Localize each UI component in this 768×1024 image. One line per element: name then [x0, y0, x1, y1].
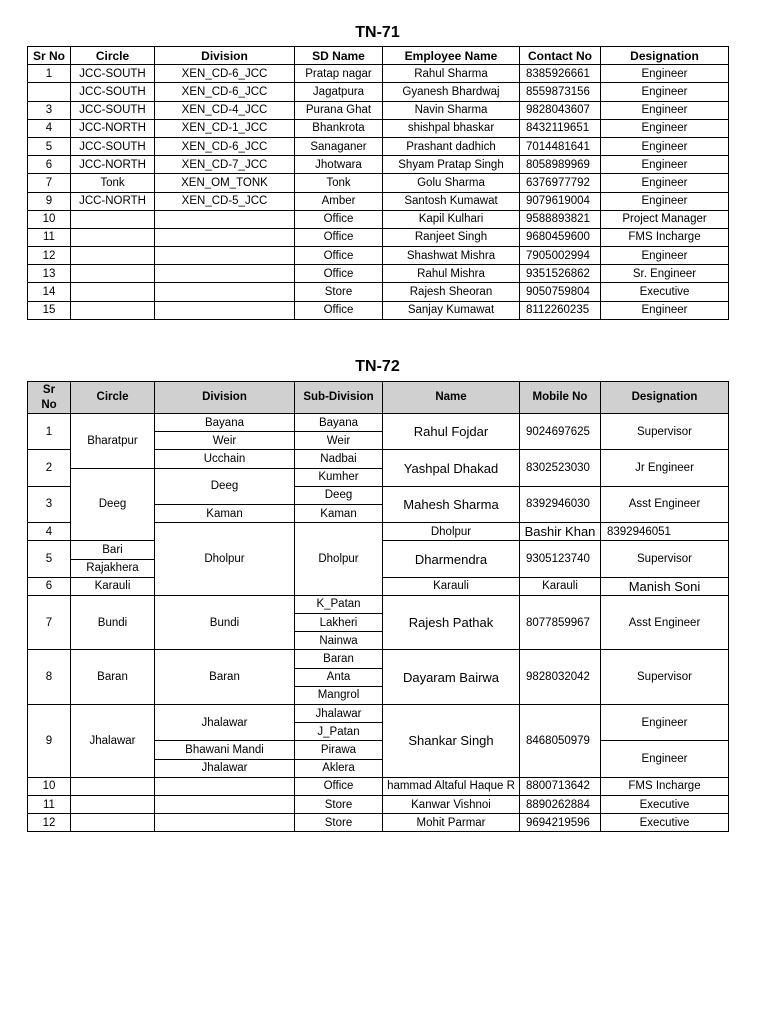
designation-cell: Engineer	[601, 301, 729, 319]
contact-no-cell: 8112260235	[520, 301, 601, 319]
division-cell: XEN_CD-7_JCC	[155, 156, 295, 174]
designation-cell: Engineer	[601, 137, 729, 155]
contact-no-cell: 8058989969	[520, 156, 601, 174]
sr-no-cell: 12	[28, 247, 71, 265]
subdivision-cell: Lakheri	[295, 614, 383, 632]
contact-no-cell: 9079619004	[520, 192, 601, 210]
designation-cell: FMS Incharge	[601, 777, 729, 795]
circle-cell: Bharatpur	[71, 414, 155, 469]
sr-no-cell	[28, 83, 71, 101]
name-cell: hammad Altaful Haque R	[383, 777, 520, 795]
table-row	[28, 65, 729, 83]
division-cell: Bundi	[155, 595, 295, 650]
subdivision-cell: Office	[295, 777, 383, 795]
header-contact-no: Contact No	[520, 47, 601, 65]
subdivision-cell: Store	[295, 814, 383, 832]
designation-cell: Executive	[601, 814, 729, 832]
designation-cell: Engineer	[601, 247, 729, 265]
tn71-body	[28, 65, 729, 320]
employee-name-cell: Ranjeet Singh	[383, 228, 520, 246]
employee-name-cell: Rahul Sharma	[383, 65, 520, 83]
employee-name-cell: Santosh Kumawat	[383, 192, 520, 210]
circle-cell	[71, 228, 155, 246]
table-row	[28, 795, 729, 813]
contact-no-cell: 9828043607	[520, 101, 601, 119]
employee-name-cell: Golu Sharma	[383, 174, 520, 192]
contact-no-cell: 9050759804	[520, 283, 601, 301]
sr-cell: 9	[28, 705, 71, 778]
circle-cell: Deeg	[71, 468, 155, 541]
division-cell: Baran	[155, 650, 295, 705]
sd-name-cell: Jhotwara	[295, 156, 383, 174]
header-sub-division: Sub-Division	[295, 382, 383, 414]
subdivision-cell: Kumher	[295, 468, 383, 486]
division-cell	[155, 228, 295, 246]
division-cell: Bayana	[155, 414, 295, 432]
designation-cell: Jr Engineer	[601, 450, 729, 486]
circle-cell: Baran	[71, 650, 155, 705]
division-cell	[155, 283, 295, 301]
circle-cell: Dholpur	[155, 523, 295, 596]
name-cell: Bashir Khan	[520, 523, 601, 541]
sr-cell: 10	[28, 777, 71, 795]
header-designation: Designation	[601, 382, 729, 414]
tn71-title: TN-71	[355, 24, 400, 41]
division-cell: Ucchain	[155, 450, 295, 468]
subdivision-cell: Karauli	[520, 577, 601, 595]
designation-cell: Executive	[601, 795, 729, 813]
table-row	[28, 814, 729, 832]
subdivision-cell: Dholpur	[383, 523, 520, 541]
subdivision-cell: K_Patan	[295, 595, 383, 613]
sr-no-cell: 9	[28, 192, 71, 210]
header-circle: Circle	[71, 47, 155, 65]
division-cell: Weir	[155, 432, 295, 450]
sr-no-cell: 13	[28, 265, 71, 283]
sd-name-cell: Office	[295, 247, 383, 265]
sr-cell: 12	[28, 814, 71, 832]
division-cell	[155, 247, 295, 265]
designation-cell: Engineer	[601, 741, 729, 777]
sd-name-cell: Tonk	[295, 174, 383, 192]
subdivision-cell: Bayana	[295, 414, 383, 432]
mobile-cell: 9694219596	[520, 814, 601, 832]
designation-cell: Engineer	[601, 156, 729, 174]
name-cell: Kanwar Vishnoi	[383, 795, 520, 813]
designation-cell: Engineer	[601, 83, 729, 101]
sd-name-cell: Jagatpura	[295, 83, 383, 101]
sd-name-cell: Bhankrota	[295, 119, 383, 137]
division-cell: XEN_CD-5_JCC	[155, 192, 295, 210]
division-cell	[155, 814, 295, 832]
division-cell: XEN_CD-1_JCC	[155, 119, 295, 137]
mobile-cell: 8392946030	[520, 486, 601, 522]
designation-cell: Supervisor	[601, 414, 729, 450]
sd-name-cell: Purana Ghat	[295, 101, 383, 119]
header-circle: Circle	[71, 382, 155, 414]
sr-no-cell: 15	[28, 301, 71, 319]
subdivision-cell: Deeg	[295, 486, 383, 504]
contact-no-cell: 9588893821	[520, 210, 601, 228]
contact-no-cell: 8432119651	[520, 119, 601, 137]
table-row	[28, 210, 729, 228]
division-cell	[155, 795, 295, 813]
employee-name-cell: Sanjay Kumawat	[383, 301, 520, 319]
tn72-header-row	[28, 382, 729, 414]
name-cell: Dayaram Bairwa	[383, 650, 520, 705]
circle-cell	[71, 301, 155, 319]
mobile-cell: 9828032042	[520, 650, 601, 705]
circle-cell	[71, 795, 155, 813]
sr-no-cell: 7	[28, 174, 71, 192]
division-cell: XEN_CD-4_JCC	[155, 101, 295, 119]
contact-no-cell: 9680459600	[520, 228, 601, 246]
mobile-cell: 8890262884	[520, 795, 601, 813]
division-cell	[155, 777, 295, 795]
table-row	[28, 174, 729, 192]
table-row	[28, 777, 729, 795]
circle-cell	[71, 210, 155, 228]
circle-cell: JCC-NORTH	[71, 119, 155, 137]
sr-cell: 5	[28, 541, 71, 577]
sr-no-cell: 6	[28, 156, 71, 174]
division-cell: Deeg	[155, 468, 295, 504]
table-row	[28, 137, 729, 155]
sr-cell: 3	[28, 486, 71, 522]
table-row	[28, 247, 729, 265]
circle-cell: Tonk	[71, 174, 155, 192]
table-row	[28, 101, 729, 119]
name-cell: Yashpal Dhakad	[383, 450, 520, 486]
designation-cell: Asst Engineer	[601, 595, 729, 650]
designation-cell: Asst Engineer	[601, 486, 729, 522]
mobile-cell: 9305123740	[520, 541, 601, 577]
name-cell: Dharmendra	[383, 541, 520, 577]
subdivision-cell: Nainwa	[295, 632, 383, 650]
designation-cell: Engineer	[601, 705, 729, 741]
tn71-header-row	[28, 47, 729, 65]
table-row	[28, 705, 729, 723]
contact-no-cell: 6376977792	[520, 174, 601, 192]
division-cell	[155, 301, 295, 319]
name-cell: Rajesh Pathak	[383, 595, 520, 650]
table-row	[28, 228, 729, 246]
sd-name-cell: Pratap nagar	[295, 65, 383, 83]
employee-name-cell: Kapil Kulhari	[383, 210, 520, 228]
subdivision-cell: Bari	[71, 541, 155, 559]
designation-cell: Engineer	[601, 174, 729, 192]
sr-cell: 11	[28, 795, 71, 813]
table-row	[28, 414, 729, 432]
sd-name-cell: Office	[295, 210, 383, 228]
division-cell: Jhalawar	[155, 705, 295, 741]
sd-name-cell: Sanaganer	[295, 137, 383, 155]
circle-cell	[71, 283, 155, 301]
header-division: Division	[155, 382, 295, 414]
employee-name-cell: Rahul Mishra	[383, 265, 520, 283]
mobile-cell: 8077859967	[520, 595, 601, 650]
circle-cell	[71, 265, 155, 283]
sr-no-cell: 5	[28, 137, 71, 155]
contact-no-cell: 7014481641	[520, 137, 601, 155]
division-cell: XEN_CD-6_JCC	[155, 83, 295, 101]
table-row	[28, 265, 729, 283]
subdivision-cell: Store	[295, 795, 383, 813]
header-name: Name	[383, 382, 520, 414]
division-cell: Bhawani Mandi	[155, 741, 295, 759]
circle-cell: Bundi	[71, 595, 155, 650]
division-cell: XEN_CD-6_JCC	[155, 137, 295, 155]
circle-cell: JCC-NORTH	[71, 192, 155, 210]
employee-name-cell: shishpal bhaskar	[383, 119, 520, 137]
tn72-table	[27, 381, 729, 832]
mobile-cell: 8392946051	[601, 523, 729, 541]
tn72-title: TN-72	[355, 358, 400, 375]
employee-name-cell: Shashwat Mishra	[383, 247, 520, 265]
subdivision-cell: Rajakhera	[71, 559, 155, 577]
table-row	[28, 156, 729, 174]
subdivision-cell: J_Patan	[295, 723, 383, 741]
contact-no-cell: 8385926661	[520, 65, 601, 83]
circle-cell	[71, 814, 155, 832]
sd-name-cell: Amber	[295, 192, 383, 210]
sd-name-cell: Store	[295, 283, 383, 301]
circle-cell: Jhalawar	[71, 705, 155, 778]
sr-no-cell: 14	[28, 283, 71, 301]
designation-cell: FMS Incharge	[601, 228, 729, 246]
table-row	[28, 119, 729, 137]
sd-name-cell: Office	[295, 301, 383, 319]
division-cell: Dholpur	[295, 523, 383, 596]
designation-cell: Executive	[601, 283, 729, 301]
division-cell: Jhalawar	[155, 759, 295, 777]
sd-name-cell: Office	[295, 228, 383, 246]
division-cell: Kaman	[155, 504, 295, 522]
subdivision-cell: Kaman	[295, 504, 383, 522]
header-employee-name: Employee Name	[383, 47, 520, 65]
contact-no-cell: 8559873156	[520, 83, 601, 101]
name-cell: Shankar Singh	[383, 705, 520, 778]
employee-name-cell: Prashant dadhich	[383, 137, 520, 155]
employee-name-cell: Shyam Pratap Singh	[383, 156, 520, 174]
sd-name-cell: Office	[295, 265, 383, 283]
circle-cell	[71, 777, 155, 795]
division-cell: Karauli	[383, 577, 520, 595]
subdivision-cell: Jhalawar	[295, 705, 383, 723]
circle-cell	[71, 247, 155, 265]
division-cell: XEN_OM_TONK	[155, 174, 295, 192]
sr-cell: 6	[28, 577, 71, 595]
sr-no-cell: 10	[28, 210, 71, 228]
header-sr-no: Sr No	[28, 47, 71, 65]
name-cell: Mohit Parmar	[383, 814, 520, 832]
designation-cell: Supervisor	[601, 541, 729, 577]
employee-name-cell: Gyanesh Bhardwaj	[383, 83, 520, 101]
designation-cell: Project Manager	[601, 210, 729, 228]
circle-cell: JCC-SOUTH	[71, 137, 155, 155]
division-cell	[155, 210, 295, 228]
table-row	[28, 595, 729, 613]
circle-cell: JCC-SOUTH	[71, 65, 155, 83]
header-mobile-no: Mobile No	[520, 382, 601, 414]
mobile-cell: 8800713642	[520, 777, 601, 795]
employee-name-cell: Rajesh Sheoran	[383, 283, 520, 301]
division-cell	[155, 265, 295, 283]
sr-no-cell: 3	[28, 101, 71, 119]
sr-cell: 4	[28, 523, 71, 541]
table-row	[28, 83, 729, 101]
circle-cell: JCC-SOUTH	[71, 83, 155, 101]
header-sd-name: SD Name	[295, 47, 383, 65]
circle-cell: JCC-NORTH	[71, 156, 155, 174]
sr-cell: 2	[28, 450, 71, 486]
header-sr-no: Sr No	[28, 382, 71, 414]
sr-cell: 1	[28, 414, 71, 450]
name-cell: Rahul Fojdar	[383, 414, 520, 450]
header-division: Division	[155, 47, 295, 65]
designation-cell: Engineer	[601, 65, 729, 83]
circle-cell: JCC-SOUTH	[71, 101, 155, 119]
employee-name-cell: Navin Sharma	[383, 101, 520, 119]
name-cell: Manish Soni	[601, 577, 729, 595]
sr-no-cell: 4	[28, 119, 71, 137]
division-cell: XEN_CD-6_JCC	[155, 65, 295, 83]
subdivision-cell: Pirawa	[295, 741, 383, 759]
table-row	[28, 301, 729, 319]
subdivision-cell: Mangrol	[295, 686, 383, 704]
circle-cell: Karauli	[71, 577, 155, 595]
subdivision-cell: Weir	[295, 432, 383, 450]
name-cell: Mahesh Sharma	[383, 486, 520, 522]
contact-no-cell: 9351526862	[520, 265, 601, 283]
subdivision-cell: Baran	[295, 650, 383, 668]
designation-cell: Engineer	[601, 101, 729, 119]
mobile-cell: 8468050979	[520, 705, 601, 778]
header-designation: Designation	[601, 47, 729, 65]
sr-cell: 7	[28, 595, 71, 650]
mobile-cell: 9024697625	[520, 414, 601, 450]
designation-cell: Sr. Engineer	[601, 265, 729, 283]
table-row	[28, 283, 729, 301]
subdivision-cell: Nadbai	[295, 450, 383, 468]
sr-no-cell: 11	[28, 228, 71, 246]
subdivision-cell: Anta	[295, 668, 383, 686]
designation-cell: Supervisor	[601, 650, 729, 705]
subdivision-cell: Aklera	[295, 759, 383, 777]
designation-cell: Engineer	[601, 119, 729, 137]
contact-no-cell: 7905002994	[520, 247, 601, 265]
sr-cell: 8	[28, 650, 71, 705]
table-row	[28, 650, 729, 668]
tn71-table	[27, 46, 729, 320]
table-row	[28, 192, 729, 210]
sr-no-cell: 1	[28, 65, 71, 83]
mobile-cell: 8302523030	[520, 450, 601, 486]
designation-cell: Engineer	[601, 192, 729, 210]
